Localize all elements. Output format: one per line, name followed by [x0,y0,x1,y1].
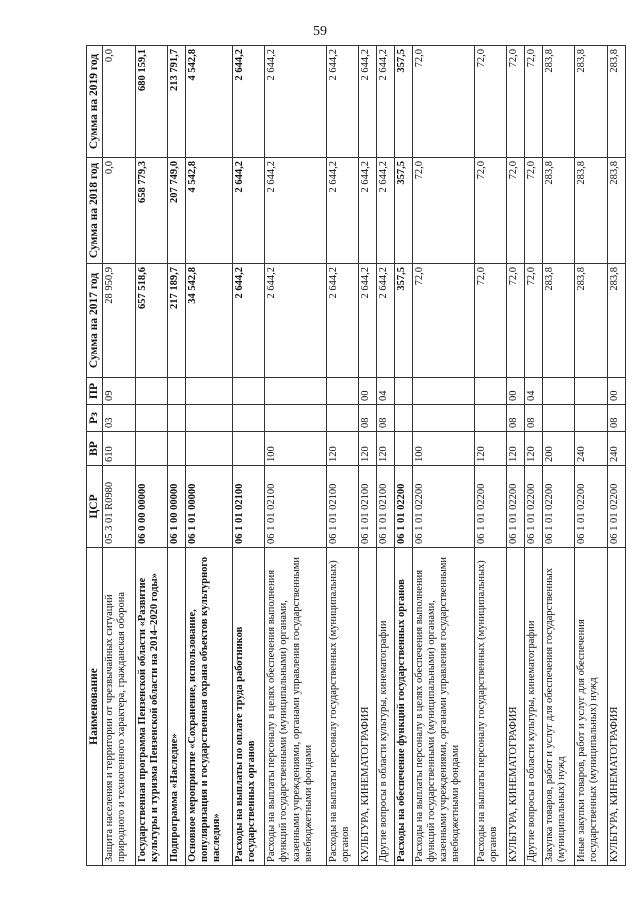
cell-vr [135,432,167,466]
cell-name: Расходы на выплаты персоналу в целях обеспечения выполнения функций государственными (муниципальными) органами, казенными учреждениями, органами управления государственными внебюджетными фондами [413,548,474,866]
cell-pr: 04 [524,378,542,405]
cell-name: Расходы на выплаты персоналу государственных (муниципальных) органов [326,548,358,866]
cell-sum-2017: 217 189,7 [168,264,186,378]
cell-name: КУЛЬТУРА, КИНЕМАТОГРАФИЯ [506,548,524,866]
table-row [186,46,233,866]
page-number: 59 [313,24,327,39]
cell-pr: 09 [103,378,135,405]
cell-sum-2017: 72,0 [506,264,524,378]
cell-sum-2018: 283,8 [575,158,607,264]
cell-pr: 04 [377,378,395,405]
cell-name: Другие вопросы в области культуры, кинематографии [524,548,542,866]
cell-rz [265,405,326,432]
table-row [377,46,395,866]
cell-name: Другие вопросы в области культуры, кинематографии [377,548,395,866]
cell-rz [542,405,574,432]
cell-sum-2018: 2 644,2 [359,158,377,264]
cell-sum-2019: 4 542,8 [186,46,233,158]
cell-sum-2019: 72,0 [474,46,506,158]
cell-sum-2018: 72,0 [524,158,542,264]
cell-rz [575,405,607,432]
cell-rz [135,405,167,432]
cell-vr: 120 [506,432,524,466]
cell-name: Защита населения и территории от чрезвычайных ситуаций природного и техногенного характера, гражданская оборона [103,548,135,866]
header-sum-2017: Сумма на 2017 год [87,264,103,378]
cell-sum-2019: 2 644,2 [326,46,358,158]
cell-csr: 06 0 00 00000 [135,466,167,548]
cell-csr: 06 1 01 02200 [575,466,607,548]
cell-name: Основное мероприятие «Сохранение, использование, популяризация и государственная охрана объектов культурного наследия» [186,548,233,866]
cell-csr: 06 1 01 02200 [607,466,625,548]
cell-pr: 00 [506,378,524,405]
cell-pr: 00 [359,378,377,405]
cell-csr: 06 1 01 02200 [524,466,542,548]
cell-name: Расходы на выплаты персоналу государственных (муниципальных) органов [474,548,506,866]
cell-csr: 06 1 00 00000 [168,466,186,548]
cell-sum-2017: 34 542,8 [186,264,233,378]
cell-csr: 06 1 01 00000 [186,466,233,548]
table-row [265,46,326,866]
cell-csr: 06 1 01 02100 [326,466,358,548]
cell-vr: 240 [575,432,607,466]
cell-vr: 120 [524,432,542,466]
table-row [232,46,264,866]
header-csr: ЦСР [87,466,103,548]
cell-sum-2018: 283,8 [542,158,574,264]
cell-csr: 06 1 01 02100 [377,466,395,548]
cell-pr [474,378,506,405]
cell-name: Закупка товаров, работ и услуг для обеспечения государственных (муниципальных) нужд [542,548,574,866]
cell-pr [395,378,413,405]
cell-vr [168,432,186,466]
cell-csr: 06 1 01 02200 [506,466,524,548]
header-name: Наименование [87,548,103,866]
header-rz: Рз [87,405,103,432]
cell-sum-2018: 72,0 [474,158,506,264]
cell-sum-2017: 2 644,2 [359,264,377,378]
cell-sum-2017: 2 644,2 [326,264,358,378]
cell-vr: 120 [474,432,506,466]
cell-sum-2019: 680 159,1 [135,46,167,158]
cell-sum-2019: 283,8 [542,46,574,158]
cell-sum-2019: 72,0 [524,46,542,158]
table-row [135,46,167,866]
cell-sum-2018: 72,0 [413,158,474,264]
cell-sum-2018: 357,5 [395,158,413,264]
cell-sum-2019: 72,0 [506,46,524,158]
cell-pr [135,378,167,405]
table-row [413,46,474,866]
table-row [524,46,542,866]
cell-name: Государственная программа Пензенской области «Развитие культуры и туризма Пензенской области на 2014–2020 годы» [135,548,167,866]
header-sum-2018: Сумма на 2018 год [87,158,103,264]
cell-sum-2019: 2 644,2 [377,46,395,158]
cell-sum-2018: 658 779,3 [135,158,167,264]
cell-rz: 08 [607,405,625,432]
cell-sum-2018: 2 644,2 [232,158,264,264]
cell-sum-2017: 283,8 [607,264,625,378]
cell-rz: 08 [359,405,377,432]
cell-sum-2017: 72,0 [524,264,542,378]
cell-sum-2018: 0,0 [103,158,135,264]
cell-sum-2019: 2 644,2 [232,46,264,158]
cell-sum-2017: 72,0 [474,264,506,378]
cell-pr [575,378,607,405]
cell-vr: 100 [413,432,474,466]
cell-rz: 08 [506,405,524,432]
cell-rz: 08 [377,405,395,432]
cell-csr: 06 1 01 02100 [265,466,326,548]
cell-sum-2017: 357,5 [395,264,413,378]
cell-sum-2017: 72,0 [413,264,474,378]
cell-rz: 08 [524,405,542,432]
table-row [506,46,524,866]
cell-rz: 03 [103,405,135,432]
table-row [395,46,413,866]
cell-pr: 00 [607,378,625,405]
cell-csr: 06 1 01 02200 [474,466,506,548]
cell-sum-2019: 283,8 [575,46,607,158]
table-row [103,46,135,866]
table-row [542,46,574,866]
table-row [168,46,186,866]
cell-csr: 06 1 01 02200 [413,466,474,548]
cell-sum-2018: 72,0 [506,158,524,264]
cell-name: Иные закупки товаров, работ и услуг для обеспечения государственных (муниципальных) нужд [575,548,607,866]
table-row [474,46,506,866]
header-vr: ВР [87,432,103,466]
cell-sum-2018: 2 644,2 [377,158,395,264]
header-pr: ПР [87,378,103,405]
cell-name: Расходы на обеспечение функций государственных органов [395,548,413,866]
cell-csr: 06 1 01 02100 [359,466,377,548]
table-row [607,46,625,866]
cell-sum-2018: 2 644,2 [265,158,326,264]
cell-sum-2017: 28 950,9 [103,264,135,378]
cell-rz [413,405,474,432]
cell-sum-2017: 657 518,6 [135,264,167,378]
cell-pr [265,378,326,405]
cell-vr: 200 [542,432,574,466]
cell-csr: 06 1 01 02100 [232,466,264,548]
rotated-table-container [86,46,626,866]
cell-sum-2017: 2 644,2 [232,264,264,378]
cell-sum-2018: 2 644,2 [326,158,358,264]
cell-pr [186,378,233,405]
cell-sum-2018: 283,8 [607,158,625,264]
cell-sum-2017: 2 644,2 [265,264,326,378]
cell-rz [395,405,413,432]
cell-sum-2018: 4 542,8 [186,158,233,264]
cell-vr: 120 [359,432,377,466]
cell-sum-2019: 357,5 [395,46,413,158]
cell-rz [474,405,506,432]
cell-pr [413,378,474,405]
cell-sum-2019: 2 644,2 [359,46,377,158]
cell-rz [186,405,233,432]
budget-table [86,45,626,866]
cell-name: КУЛЬТУРА, КИНЕМАТОГРАФИЯ [359,548,377,866]
table-row [575,46,607,866]
cell-sum-2019: 0,0 [103,46,135,158]
cell-vr [186,432,233,466]
header-sum-2019: Сумма на 2019 год [87,46,103,158]
cell-csr: 06 1 01 02200 [542,466,574,548]
cell-sum-2017: 283,8 [542,264,574,378]
table-header-row [87,46,103,866]
cell-vr [395,432,413,466]
table-row [359,46,377,866]
table-row [326,46,358,866]
cell-sum-2018: 207 749,0 [168,158,186,264]
cell-sum-2019: 283,8 [607,46,625,158]
cell-pr [232,378,264,405]
cell-sum-2019: 72,0 [413,46,474,158]
cell-vr: 120 [377,432,395,466]
cell-name: КУЛЬТУРА, КИНЕМАТОГРАФИЯ [607,548,625,866]
cell-vr [232,432,264,466]
cell-name: Расходы на выплаты персоналу в целях обеспечения выполнения функций государственными (муниципальными) органами, казенными учреждениями, органами управления государственными внебюджетными фондами [265,548,326,866]
cell-name: Расходы на выплаты по оплате труда работников государственных органов [232,548,264,866]
cell-sum-2017: 283,8 [575,264,607,378]
cell-sum-2019: 2 644,2 [265,46,326,158]
cell-pr [326,378,358,405]
cell-rz [168,405,186,432]
cell-pr [168,378,186,405]
cell-sum-2017: 2 644,2 [377,264,395,378]
cell-rz [326,405,358,432]
cell-sum-2019: 213 791,7 [168,46,186,158]
cell-csr: 06 1 01 02200 [395,466,413,548]
cell-vr: 100 [265,432,326,466]
cell-name: Подпрограмма «Наследие» [168,548,186,866]
cell-csr: 05 3 01 R0980 [103,466,135,548]
cell-pr [542,378,574,405]
cell-rz [232,405,264,432]
cell-vr: 610 [103,432,135,466]
cell-vr: 240 [607,432,625,466]
cell-vr: 120 [326,432,358,466]
